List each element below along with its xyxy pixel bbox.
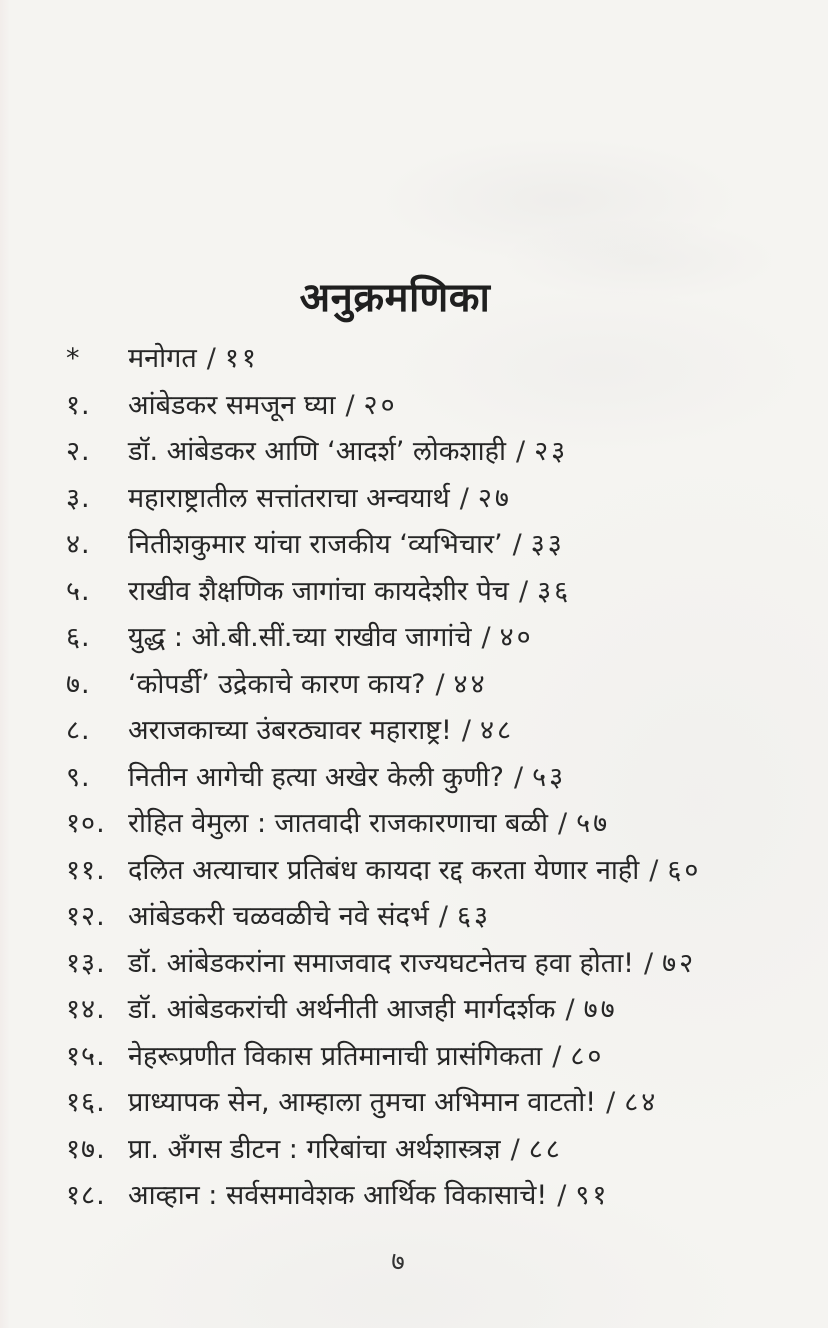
toc-entry-number: ७.	[66, 668, 91, 700]
toc-entry-title: महाराष्ट्रातील सत्तांतराचा अन्वयार्थ	[128, 482, 450, 514]
toc-entry-number: ३.	[66, 482, 91, 514]
toc-entry-page: ८८	[528, 1133, 563, 1165]
toc-entry-page: ८०	[570, 1040, 605, 1072]
toc-entry-number: १७.	[66, 1133, 106, 1165]
toc-entry-row	[66, 336, 798, 383]
toc-entry-title: युद्ध : ओ.बी.सीं.च्या राखीव जागांचे	[128, 622, 472, 653]
toc-entry-number: ११.	[66, 854, 106, 886]
toc-entry-page: २३	[534, 436, 569, 467]
toc-entry-number: १६.	[66, 1087, 106, 1118]
toc-separator: /	[459, 482, 469, 514]
toc-entry-title: नितीशकुमार यांचा राजकीय ‘व्यभिचार’	[128, 529, 503, 560]
toc-entry-page: ५३	[532, 761, 567, 793]
toc-entry-page: ४८	[479, 715, 515, 746]
toc-separator: /	[345, 389, 355, 421]
toc-entry-row	[66, 1034, 798, 1081]
toc-entry-title: डॉ. आंबेडकरांची अर्थनीती आजही मार्गदर्शक	[128, 994, 556, 1025]
toc-entry-page: ३६	[537, 575, 572, 607]
toc-entry-title: डॉ. आंबेडकर आणि ‘आदर्श’ लोकशाही	[128, 436, 507, 467]
toc-separator: /	[557, 808, 568, 839]
toc-entry-page: ११	[224, 343, 259, 374]
toc-entry-title: रोहित वेमुला : जातवादी राजकारणाचा बळी	[128, 808, 548, 839]
toc-entry-row	[66, 615, 798, 662]
toc-entry-page: ८४	[624, 1087, 659, 1118]
toc-separator: /	[513, 761, 524, 793]
toc-entry-row	[66, 894, 798, 941]
toc-entry-row	[66, 476, 798, 523]
toc-entry-title: डॉ. आंबेडकरांना समाजवाद राज्यघटनेतच हवा होता!	[128, 947, 635, 979]
toc-entry-number: *	[66, 343, 81, 374]
toc-separator: /	[438, 901, 448, 932]
toc-entry-title: प्रा. अँगस डीटन : गरिबांचा अर्थशास्त्रज्ञ	[128, 1133, 501, 1165]
toc-entry-row	[66, 801, 798, 848]
toc-separator: /	[557, 1180, 567, 1211]
toc-entry-number: ५.	[66, 575, 91, 607]
toc-entry-page: २७	[477, 482, 512, 514]
toc-entry-number: ४.	[66, 529, 91, 560]
toc-list	[66, 336, 798, 1220]
toc-entry-title: ‘कोपर्डी’ उद्रेकाचे कारण काय?	[128, 668, 426, 700]
toc-separator: /	[644, 947, 654, 979]
toc-entry-page: ६३	[457, 901, 492, 932]
toc-entry-title: आंबेडकरी चळवळीचे नवे संदर्भ	[128, 901, 429, 932]
toc-entry-number: १४.	[66, 994, 106, 1025]
folio-page-number: ७	[391, 1247, 405, 1277]
toc-entry-title: राखीव शैक्षणिक जागांचा कायदेशीर पेच	[128, 575, 509, 607]
toc-entry-title: आव्हान : सर्वसमावेशक आर्थिक विकासाचे!	[128, 1180, 548, 1211]
toc-entry-number: ६.	[66, 622, 91, 653]
toc-separator: /	[516, 436, 526, 467]
toc-entry-row	[66, 755, 798, 802]
toc-separator: /	[206, 343, 216, 374]
toc-separator: /	[649, 854, 659, 886]
toc-entry-page: ४४	[453, 668, 488, 700]
toc-entry-row	[66, 662, 798, 709]
toc-separator: /	[435, 668, 445, 700]
toc-entry-page: ९१	[575, 1180, 610, 1211]
toc-entry-number: १८.	[66, 1180, 106, 1211]
toc-separator: /	[510, 1133, 520, 1165]
toc-separator: /	[552, 1040, 562, 1072]
toc-entry-number: १०.	[66, 808, 106, 839]
toc-entry-page: ६०	[667, 854, 702, 886]
toc-entry-page: ५७	[576, 808, 611, 839]
toc-entry-row	[66, 1127, 798, 1174]
toc-entry-number: १२.	[66, 901, 106, 932]
toc-entry-row	[66, 987, 798, 1034]
toc-entry-row	[66, 1080, 798, 1127]
toc-separator: /	[565, 994, 575, 1025]
toc-separator: /	[518, 575, 529, 607]
toc-entry-page: ४०	[499, 622, 534, 653]
toc-entry-number: ९.	[66, 761, 91, 793]
toc-entry-page: ७२	[662, 947, 697, 979]
toc-entry-row	[66, 941, 798, 988]
toc-entry-number: २.	[66, 436, 91, 467]
toc-entry-row	[66, 569, 798, 616]
toc-entry-page: २०	[363, 389, 398, 421]
toc-entry-title: आंबेडकर समजून घ्या	[128, 389, 336, 421]
page-title: अनुक्रमणिका	[299, 275, 491, 321]
toc-entry-title: नितीन आगेची हत्या अखेर केली कुणी?	[128, 761, 504, 793]
toc-entry-row	[66, 848, 798, 895]
toc-entry-title: अराजकाच्या उंबरठ्यावर महाराष्ट्र!	[128, 715, 452, 746]
toc-entry-row	[66, 429, 798, 476]
toc-separator: /	[512, 529, 522, 560]
toc-entry-number: १.	[66, 389, 91, 421]
toc-entry-title: नेहरूप्रणीत विकास प्रतिमानाची प्रासंगिकता	[128, 1040, 543, 1072]
toc-entry-number: ८.	[66, 715, 91, 746]
toc-separator: /	[481, 622, 491, 653]
toc-entry-row	[66, 708, 798, 755]
toc-entry-number: १५.	[66, 1040, 106, 1072]
toc-separator: /	[606, 1087, 616, 1118]
toc-entry-title: प्राध्यापक सेन, आम्हाला तुमचा अभिमान वाटतो!	[128, 1087, 597, 1118]
toc-entry-row	[66, 522, 798, 569]
toc-entry-row	[66, 383, 798, 430]
toc-entry-page: ७७	[583, 994, 618, 1025]
toc-separator: /	[461, 715, 471, 746]
toc-entry-page: ३३	[530, 529, 565, 560]
toc-entry-row	[66, 1173, 798, 1220]
toc-entry-title: दलित अत्याचार प्रतिबंध कायदा रद्द करता येणार नाही	[128, 854, 640, 886]
toc-entry-number: १३.	[66, 947, 106, 979]
toc-entry-title: मनोगत	[128, 343, 197, 374]
